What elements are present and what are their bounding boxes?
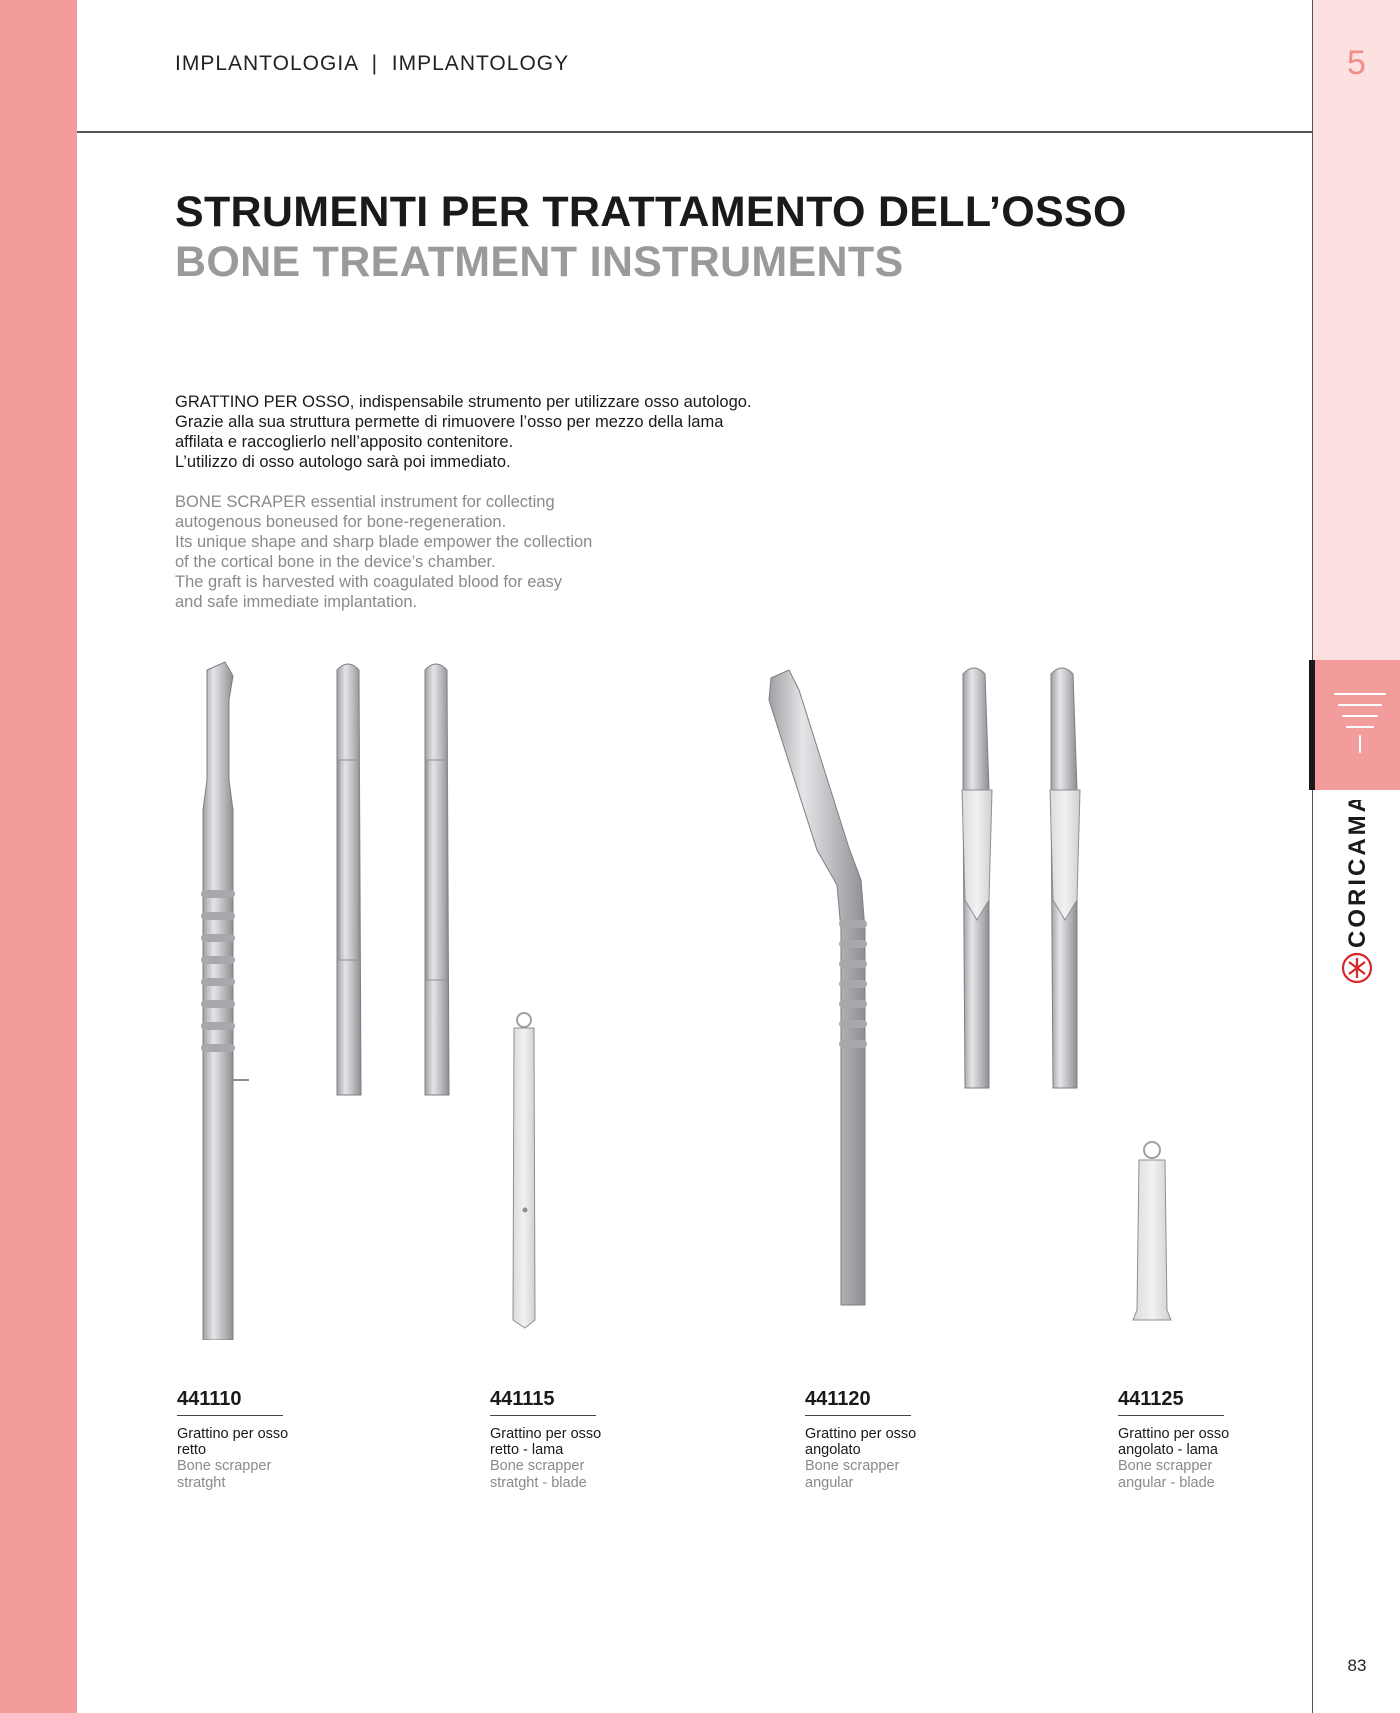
product-441110 — [177, 1388, 397, 1492]
product-name-line: Grattino per osso — [490, 1426, 602, 1442]
description-english — [175, 492, 875, 612]
description-italian — [175, 392, 875, 472]
product-name-line: angolato — [805, 1442, 861, 1458]
product-name-line: Bone scrapper — [490, 1458, 585, 1474]
section-tab[interactable] — [1309, 660, 1400, 790]
product-name-line: angular - blade — [1118, 1475, 1215, 1491]
product-name-line: stratght — [177, 1475, 226, 1491]
page-title-english: BONE TREATMENT INSTRUMENTS — [175, 238, 904, 286]
description-line: L’utilizzo di osso autologo sarà poi immediato. — [175, 453, 511, 471]
product-name-line: angolato - lama — [1118, 1442, 1218, 1458]
implant-section-icon — [1315, 660, 1400, 790]
product-name-line: Bone scrapper — [805, 1458, 900, 1474]
description-line: Grazie alla sua struttura permette di rimuovere l’osso per mezzo della lama — [175, 413, 724, 431]
product-name-english — [490, 1458, 710, 1492]
breadcrumb: IMPLANTOLOGIA | IMPLANTOLOGY — [175, 52, 570, 75]
product-name-line: Bone scrapper — [177, 1458, 272, 1474]
product-code: 441125 — [1118, 1388, 1224, 1416]
chapter-block — [1313, 0, 1400, 660]
description-line: and safe immediate implantation. — [175, 593, 418, 611]
product-441120 — [805, 1388, 1025, 1492]
product-code: 441110 — [177, 1388, 283, 1416]
description-line: BONE SCRAPER essential instrument for collecting — [175, 493, 555, 511]
instrument-441120 — [769, 670, 867, 1305]
description-line: affilata e raccoglierlo nell’apposito contenitore. — [175, 433, 514, 451]
coricama-logo-icon — [1343, 954, 1371, 982]
description-line: of the cortical bone in the device’s chamber. — [175, 553, 496, 571]
brand-wordmark: CORICAMA — [1344, 800, 1371, 948]
description-line: Its unique shape and sharp blade empower the collection — [175, 533, 593, 551]
product-name-italian — [490, 1426, 710, 1458]
product-441115 — [490, 1388, 710, 1492]
product-name-english — [177, 1458, 397, 1492]
instrument-441125 — [1133, 1142, 1171, 1320]
product-name-italian — [805, 1426, 1025, 1458]
product-name-english — [805, 1458, 1025, 1492]
header-divider — [77, 131, 1312, 133]
product-name-line: Grattino per osso — [177, 1426, 289, 1442]
brand-logo — [1313, 800, 1400, 1000]
product-name-line: Grattino per osso — [1118, 1426, 1230, 1442]
left-color-bar — [0, 0, 77, 1713]
product-name-line: retto — [177, 1442, 207, 1458]
product-441125 — [1118, 1388, 1303, 1492]
product-name-italian — [1118, 1426, 1303, 1458]
product-name-english — [1118, 1458, 1303, 1492]
page-title-italian: STRUMENTI PER TRATTAMENTO DELL’OSSO — [175, 188, 1127, 236]
instrument-441110-parts — [337, 664, 449, 1095]
product-code: 441120 — [805, 1388, 911, 1416]
page-number: 83 — [1347, 1656, 1367, 1675]
description-line: autogenous boneused for bone-regeneration. — [175, 513, 507, 531]
product-name-line: Grattino per osso — [805, 1426, 917, 1442]
chapter-number: 5 — [1347, 44, 1366, 82]
product-name-line: retto - lama — [490, 1442, 564, 1458]
product-code: 441115 — [490, 1388, 596, 1416]
instrument-441110 — [201, 662, 249, 1340]
description-line: The graft is harvested with coagulated blood for easy — [175, 573, 563, 591]
product-name-italian — [177, 1426, 397, 1458]
instrument-441115 — [513, 1013, 535, 1328]
product-photo — [177, 640, 1202, 1340]
product-name-line: angular — [805, 1475, 854, 1491]
instrument-441120-parts — [962, 668, 1080, 1088]
product-name-line: Bone scrapper — [1118, 1458, 1213, 1474]
description-line: GRATTINO PER OSSO, indispensabile strumento per utilizzare osso autologo. — [175, 393, 752, 411]
product-name-line: stratght - blade — [490, 1475, 587, 1491]
